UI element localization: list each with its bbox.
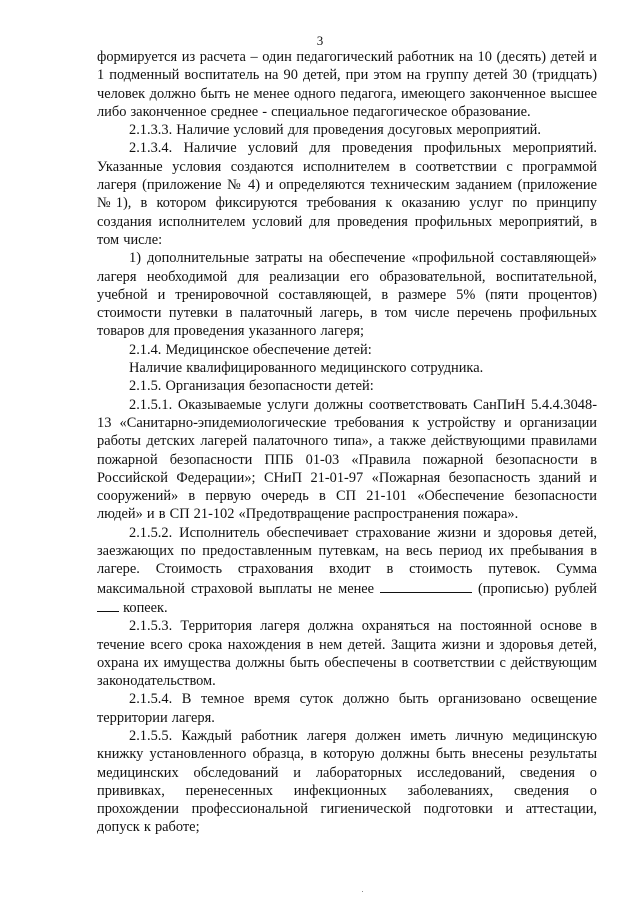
document-body (97, 48, 597, 837)
paragraph-staffing: формируется из расчета – один педагогический работник на 10 (десять) детей и 1 подменный воспитатель на 90 детей, при этом на группу детей 30 (тридцать) человек должно быть не менее одного педагога, имеющего законченное высшее либо законченное среднее - специальное педагогическое образование. (97, 49, 597, 120)
page-number: 3 (316, 33, 324, 48)
paragraph-2-1-5: 2.1.5. Организация безопасности детей: (129, 378, 374, 395)
paragraph-2-1-5-5: 2.1.5.5. Каждый работник лагеря должен иметь личную медицинскую книжку установленного образца, в которую должны быть внесены результаты медицинских обследований и лабораторных исследований, сведения о прививках, перенесенных инфекционных заболеваниях, сведения о прохождении профессиональной гигиенической подготовки и аттестации, допуск к работе; (97, 727, 597, 836)
scan-artifact-dot (362, 891, 363, 892)
insurance-rubles-text: (прописью) рублей (478, 580, 597, 597)
paragraph-item-1: 1) дополнительные затраты на обеспечение «профильной составляющей» лагеря необходимой для реализации его образовательной, воспитательной, учебной и тренировочной составляющей, в размере 5% (пяти процентов) стоимости путевки в палаточный лагерь, в том числе перечень профильных товаров для проведения указанного лагеря; (97, 250, 597, 340)
insurance-kopecks-text: копеек. (123, 599, 168, 616)
paragraph-2-1-5-3: 2.1.5.3. Территория лагеря должна охраняться на постоянной основе в течение всего срока нахождения в нем детей. Защита жизни и здоровья детей, охрана их имущества должны быть обеспечены в соответствии с действующим законодательством. (97, 618, 597, 690)
paragraph-2-1-4: 2.1.4. Медицинское обеспечение детей: (129, 341, 372, 358)
insurance-text: 2.1.5.2. Исполнитель обеспечивает страхование жизни и здоровья детей, заезжающих по предоставленным путевкам, на весь период их пребывания в лагере. Стоимость страхования входит в стоимость путевок. Сумма максимальной страховой выплаты не менее (97, 524, 597, 597)
paragraph-2-1-3-4: 2.1.3.4. Наличие условий для проведения профильных мероприятий. Указанные условия создаются исполнителем в соответствии с программой лагеря (приложение № 4) и определяются техническим заданием (приложение №1), в котором фиксируются требования к оказанию услуг по принципу создания исполнителем условий для проведения профильных мероприятий, в том числе: (97, 140, 597, 248)
paragraph-medical-staff: Наличие квалифицированного медицинского сотрудника. (129, 360, 484, 377)
insurance-amount-blank (380, 579, 472, 593)
paragraph-2-1-5-1: 2.1.5.1. Оказываемые услуги должны соответствовать СанПиН 5.4.4.3048-13 «Санитарно-эпидемиологические требования к устройству и организации работы детских лагерей палаточного типа», а также действующими правилами пожарной безопасности ППБ 01-03 «Правила пожарной безопасности в Российской Федерации»; СНиП 21-01-97 «Пожарная безопасность зданий и сооружений» в первую очередь в СП 21-101 «Обеспечение безопасности людей» и в СП 21-102 «Предотвращение распространения пожара». (97, 396, 597, 523)
insurance-kopecks-blank (97, 598, 119, 612)
paragraph-2-1-3-3: 2.1.3.3. Наличие условий для проведения досуговых мероприятий. (129, 122, 541, 139)
paragraph-2-1-5-4: 2.1.5.4. В темное время суток должно быть организовано освещение территории лагеря. (97, 691, 597, 726)
paragraph-2-1-5-2 (97, 524, 597, 617)
